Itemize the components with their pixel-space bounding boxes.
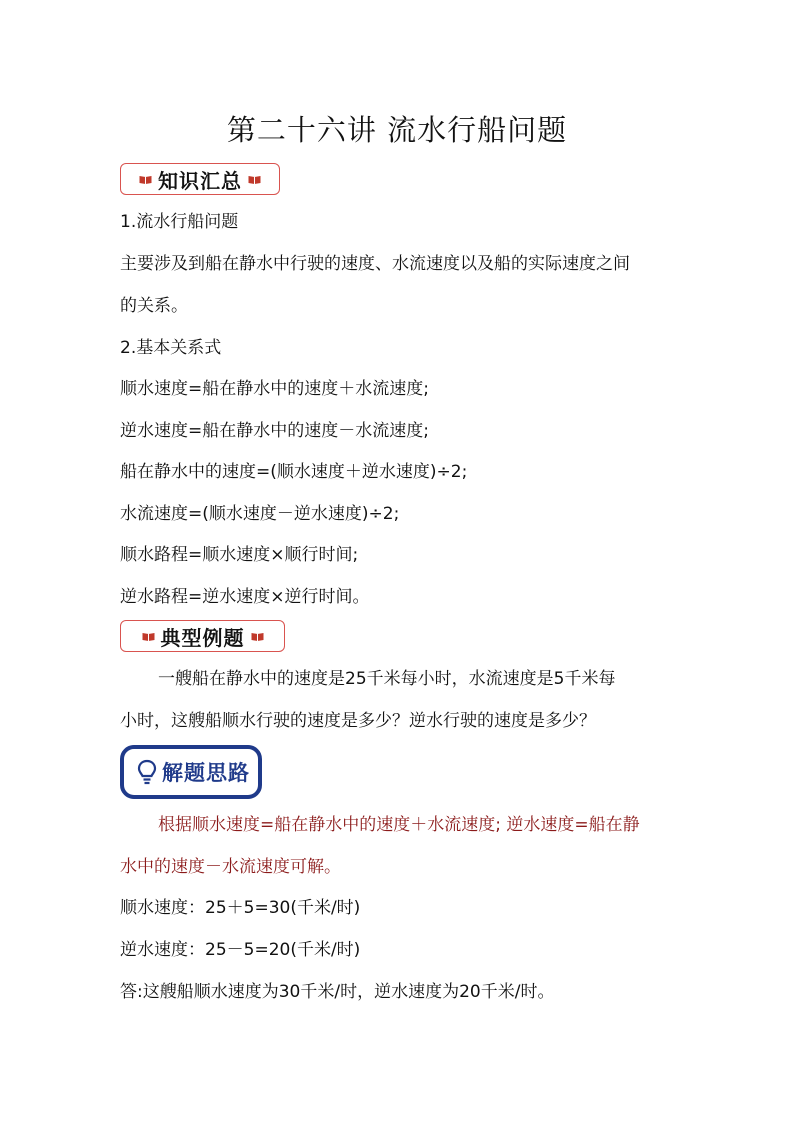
text-line: 顺水速度=船在静水中的速度＋水流速度; (120, 379, 429, 399)
text-line: 2.基本关系式 (120, 338, 222, 358)
book-icon (142, 632, 155, 641)
example-line: 小时，这艘船顺水行驶的速度是多少？逆水行驶的速度是多少？ (120, 711, 596, 731)
text-line: 船在静水中的速度=(顺水速度＋逆水速度)÷2; (120, 462, 468, 482)
answer-line: 答:这艘船顺水速度为30千米/时，逆水速度为20千米/时。 (120, 982, 555, 1002)
book-icon (251, 632, 264, 641)
example-line: 一艘船在静水中的速度是25千米每小时，水流速度是5千米每 (158, 669, 616, 689)
text-line: 的关系。 (120, 296, 188, 316)
solution-approach-badge (120, 745, 262, 799)
solution-line: 逆水速度：25－5=20(千米/时) (120, 940, 361, 960)
section-label: 典型例题 (160, 625, 245, 650)
text-line: 逆水路程=逆水速度×逆行时间。 (120, 587, 370, 607)
section-banner-knowledge (120, 163, 280, 195)
book-icon (139, 175, 152, 184)
text-line: 顺水路程=顺水速度×顺行时间; (120, 545, 359, 565)
hint-line: 水中的速度－水流速度可解。 (120, 857, 341, 877)
page-title: 第二十六讲 流水行船问题 (226, 113, 568, 147)
hint-line: 根据顺水速度=船在静水中的速度＋水流速度; 逆水速度=船在静 (158, 815, 640, 835)
section-label: 解题思路 (162, 761, 250, 785)
section-banner-examples (120, 620, 285, 652)
book-icon (248, 175, 261, 184)
solution-line: 顺水速度：25＋5=30(千米/时) (120, 898, 361, 918)
section-label: 知识汇总 (158, 168, 242, 193)
text-line: 主要涉及到船在静水中行驶的速度、水流速度以及船的实际速度之间 (120, 254, 630, 274)
text-line: 逆水速度=船在静水中的速度－水流速度; (120, 421, 429, 441)
text-line: 水流速度=(顺水速度－逆水速度)÷2; (120, 504, 400, 524)
lightbulb-icon (136, 758, 158, 786)
text-line: 1.流水行船问题 (120, 212, 239, 232)
